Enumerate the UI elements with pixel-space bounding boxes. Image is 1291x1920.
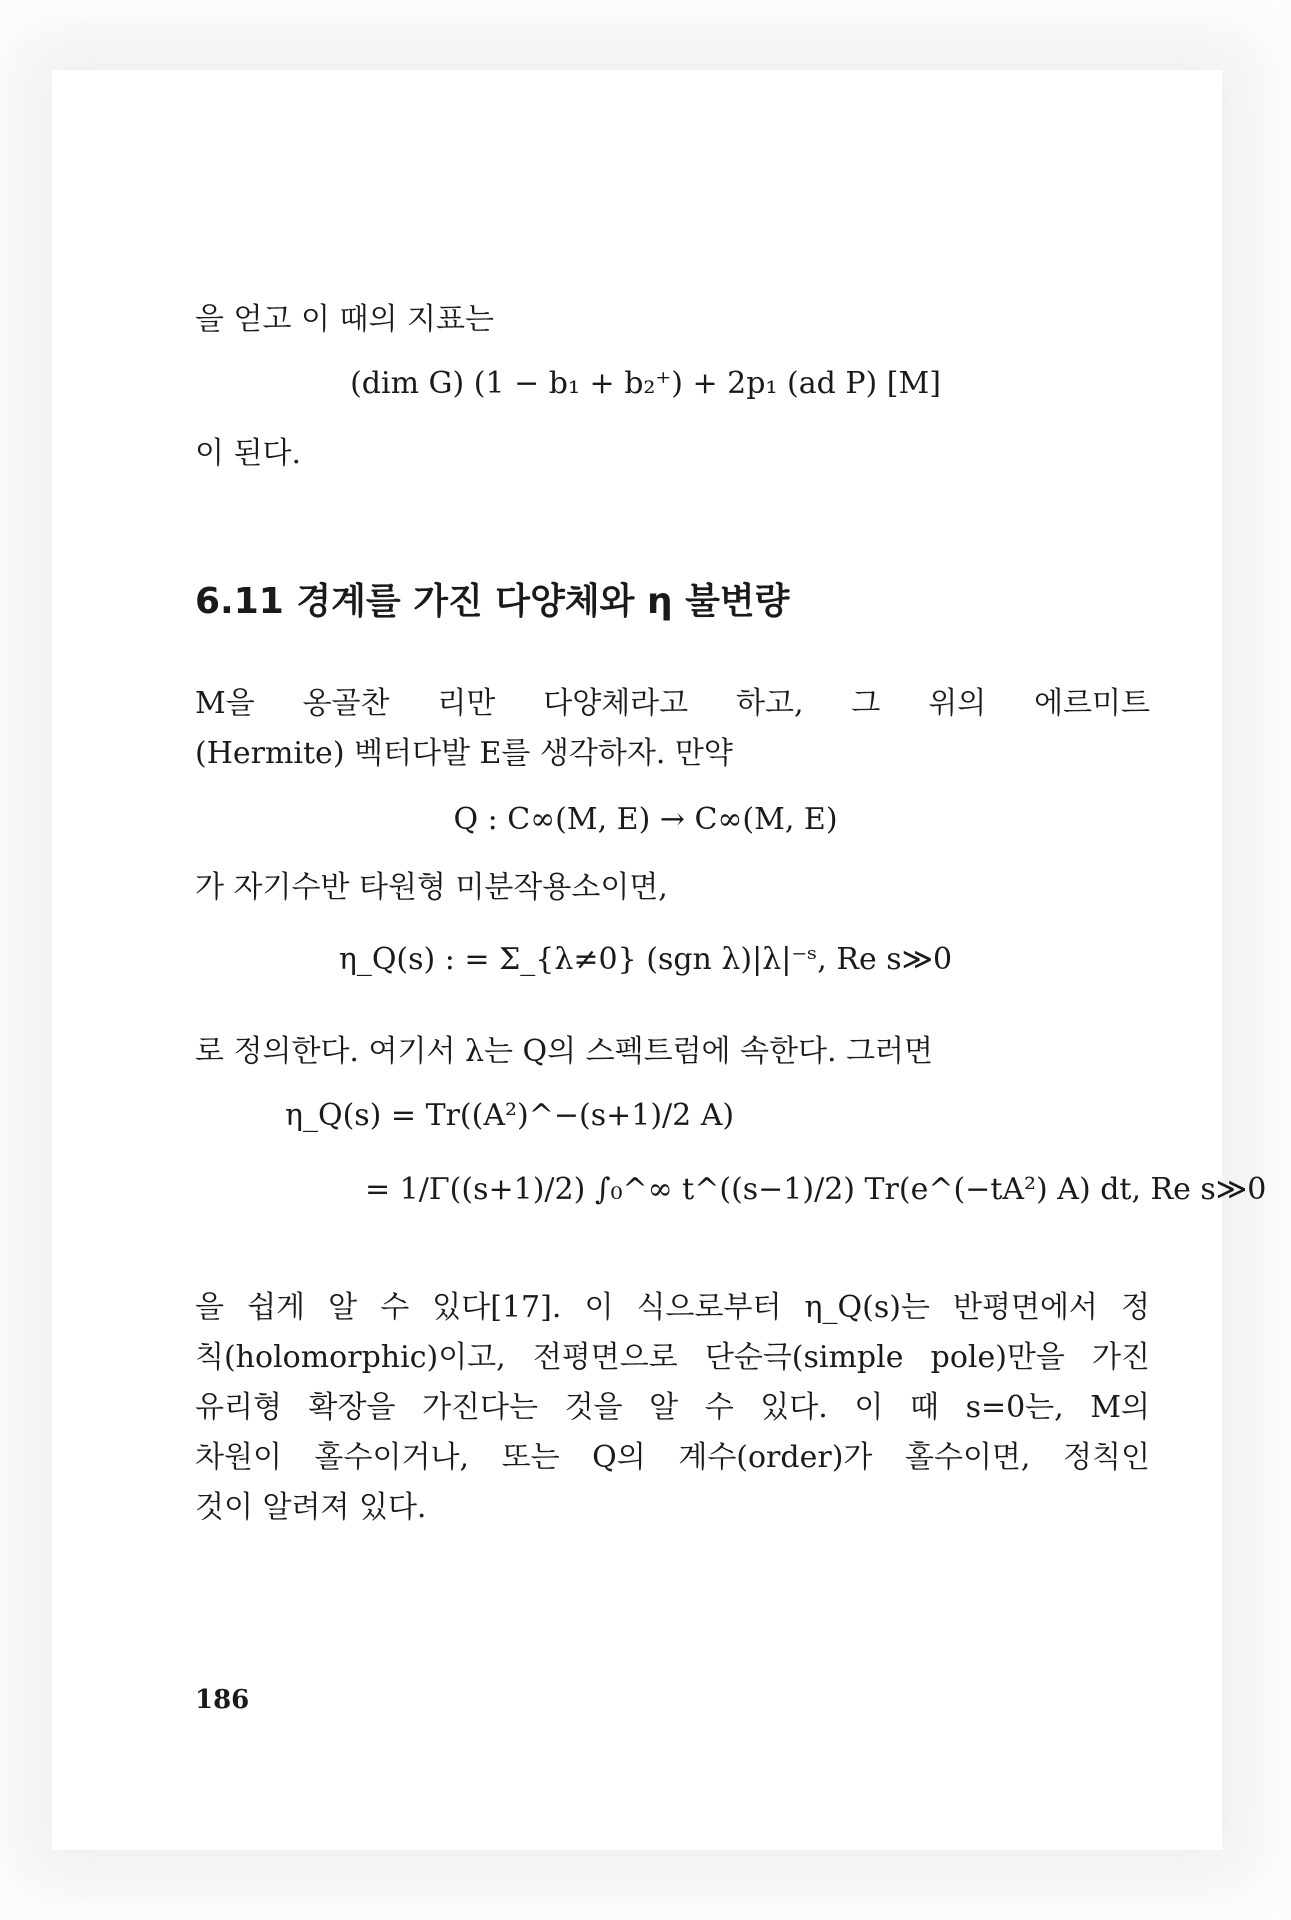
index-formula: (dim G) (1 − b₁ + b₂⁺) + 2p₁ (ad P) [M] [350,366,941,401]
paragraph-line: 로 정의한다. 여기서 λ는 Q의 스펙트럼에 속한다. 그러면 [195,1034,934,1069]
paragraph-line: 가 자기수반 타원형 미분작용소이면, [195,870,668,905]
page-number: 186 [195,1685,250,1715]
eta-trace-formula-line2: = 1/Γ((s+1)/2) ∫₀^∞ t^((s−1)/2) Tr(e^(−tA²) A) dt, Re s≫0 [365,1172,1267,1207]
eta-definition-formula: η_Q(s) : = Σ_{λ≠0} (sgn λ)|λ|⁻ˢ, Re s≫0 [338,942,953,977]
paragraph-line: M을 옹골찬 리만 다양체라고 하고, 그 위의 에르미트 [195,686,1150,721]
operator-formula: Q : C∞(M, E) → C∞(M, E) [453,802,838,837]
intro-line: 을 얻고 이 때의 지표는 [195,302,494,337]
eta-trace-formula-line1: η_Q(s) = Tr((A²)^−(s+1)/2 A) [285,1098,735,1133]
paragraph-line: 것이 알려져 있다. [195,1490,427,1525]
section-heading: 6.11 경계를 가진 다양체와 η 불변량 [195,581,790,622]
becomes-line: 이 된다. [195,436,302,471]
paragraph-line: 차원이 홀수이거나, 또는 Q의 계수(order)가 홀수이면, 정칙인 [195,1440,1150,1475]
paragraph-line: (Hermite) 벡터다발 E를 생각하자. 만약 [195,736,733,771]
paragraph-line: 을 쉽게 알 수 있다[17]. 이 식으로부터 η_Q(s)는 반평면에서 정 [195,1290,1150,1325]
paragraph-line: 유리형 확장을 가진다는 것을 알 수 있다. 이 때 s=0는, M의 [195,1390,1150,1425]
paragraph-line: 칙(holomorphic)이고, 전평면으로 단순극(simple pole)만을 가진 [195,1340,1150,1375]
